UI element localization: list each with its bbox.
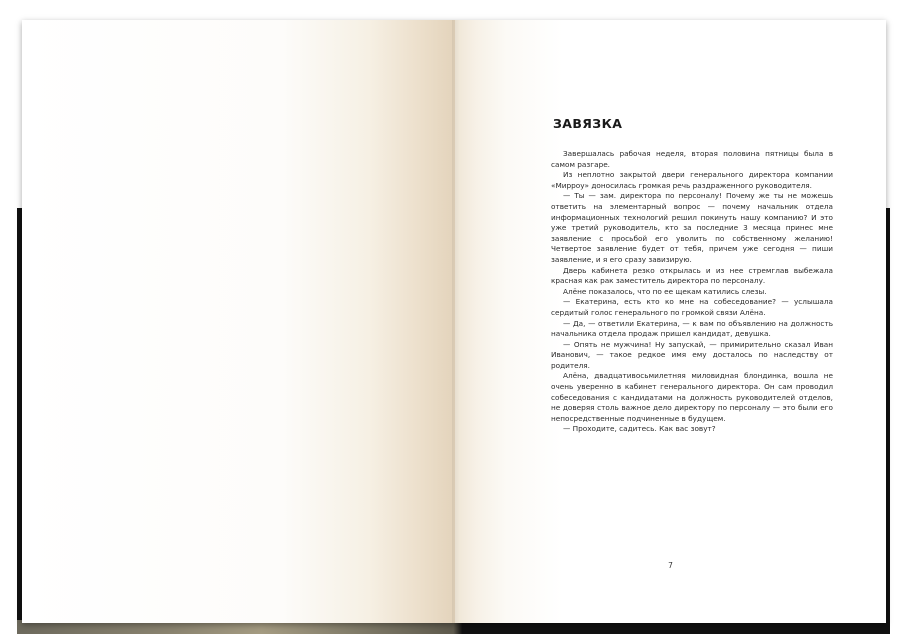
- right-page: [455, 20, 886, 623]
- spine-shadow: [452, 20, 460, 623]
- page-number: 7: [668, 561, 673, 570]
- paragraph: — Екатерина, есть кто ко мне на собеседование? — услышала сердитый голос генерального по громкой связи Алёна.: [551, 297, 833, 317]
- paragraph: — Опять не мужчина! Ну запускай, — примирительно сказал Иван Иванович, — такое редкое имя ему досталось по наследству от родителя.: [551, 339, 833, 370]
- chapter-title: ЗАВЯЗКА: [553, 116, 623, 131]
- paragraph: Алёне показалось, что по ее щекам катились слезы.: [563, 286, 767, 296]
- page-content: [551, 116, 833, 435]
- paragraph: Из неплотно закрытой двери генерального директора компании «Мирроу» доносилась громкая речь раздраженного руководителя.: [551, 170, 833, 190]
- paragraph: — Ты — зам. директора по персоналу! Почему же ты не можешь ответить на элементарный вопрос — почему начальник отдела информационных технологий решил покинуть нашу компанию? И это уже третий руководитель, кто за последние 3 месяца принес мне заявление с просьбой его уволить по собственному желанию! Четвертое заявление будет от тебя, причем уже сегодня — пиши заявление, и я его сразу завизирую.: [551, 191, 833, 264]
- left-page: [22, 20, 455, 623]
- paragraph: Завершалась рабочая неделя, вторая половина пятницы была в самом разгаре.: [551, 149, 833, 169]
- paragraph: Алёна, двадцативосьмилетняя миловидная блондинка, вошла не очень уверенно в кабинет генерального директора. Он сам проводил собеседования с кандидатами на должность руководителей отделов, не доверяя столь важное дело директору по персоналу — это были его непосредственные подчиненные в будущем.: [551, 371, 833, 423]
- paragraph: Дверь кабинета резко открылась и из нее стремглав выбежала красная как рак заместитель директора по персоналу.: [551, 265, 833, 286]
- open-book-spread: [22, 20, 886, 623]
- paragraph: — Да, — ответили Екатерина, — к вам по объявлению на должность начальника отдела продаж пришел кандидат, девушка.: [551, 318, 833, 339]
- paragraph: — Проходите, садитесь. Как вас зовут?: [563, 424, 716, 434]
